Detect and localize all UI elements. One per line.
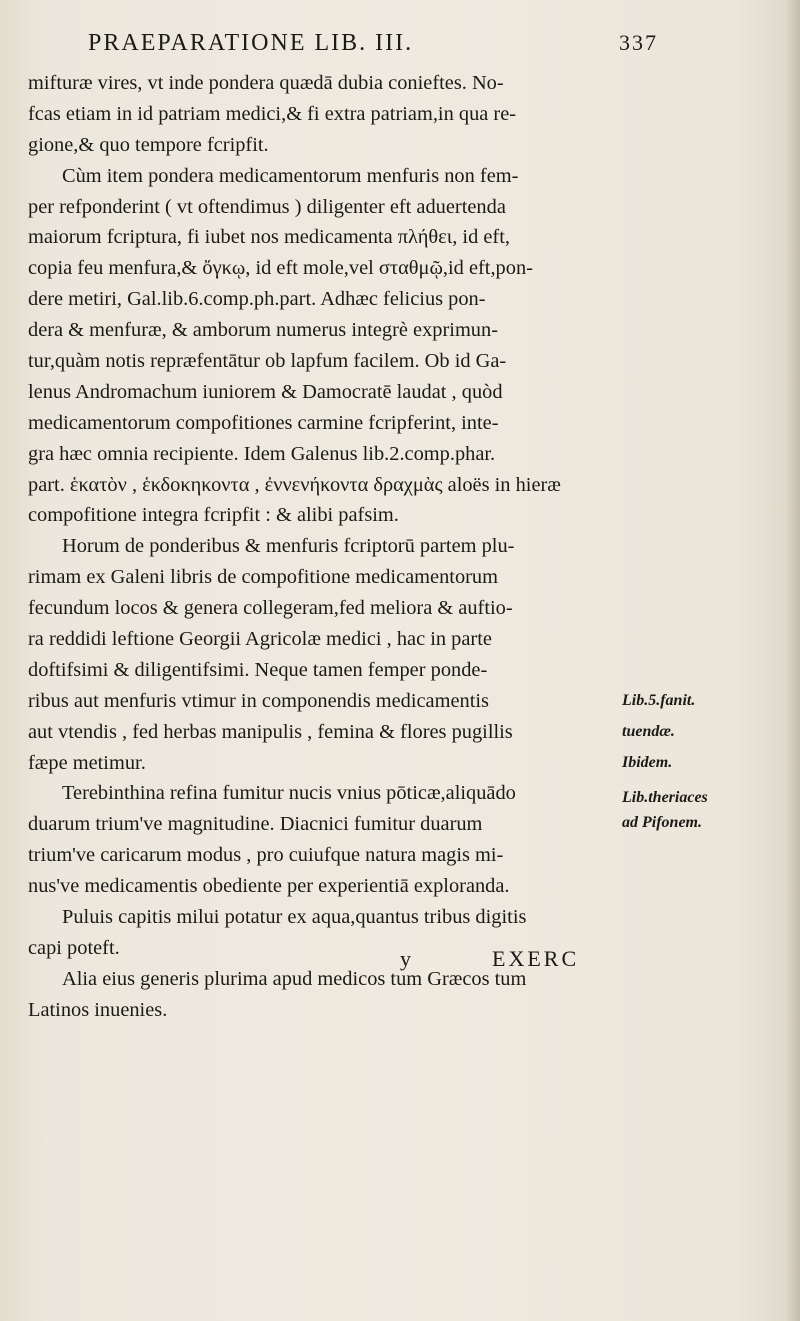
- text-line: Cùm item pondera medicamentorum menfuris non fem-: [62, 164, 519, 187]
- text-line: fecundum locos & genera collegeram,fed meliora & auftio-: [28, 597, 513, 620]
- text-line: duarum trium've magnitudine. Diacnici fumitur duarum: [28, 813, 483, 836]
- text-line: dere metiri, Gal.lib.6.comp.ph.part. Adhæc felicius pon-: [28, 288, 486, 311]
- text-line: gra hæc omnia recipiente. Idem Galenus lib.2.comp.phar.: [28, 442, 496, 465]
- text-line: Horum de ponderibus & menfuris fcriptorū partem plu-: [62, 535, 515, 558]
- margin-note: Lib.theriaces: [622, 788, 708, 806]
- text-line: per refponderint ( vt oftendimus ) diligenter eft aduertenda: [28, 195, 506, 218]
- catchword: EXERC: [492, 946, 580, 971]
- text-line: medicamentorum compofitiones carmine fcripferint, inte-: [28, 411, 499, 434]
- text-line: rimam ex Galeni libris de compofitione medicamentorum: [28, 566, 498, 589]
- text-line: mifturæ vires, vt inde pondera quædā dubia conieftes. No-: [28, 72, 504, 94]
- text-line: Alia eius generis plurima apud medicos tum Græcos tum: [62, 967, 527, 990]
- running-title: PRAEPARATIONE LIB. III.: [88, 30, 414, 56]
- text-line: doftifsimi & diligentifsimi. Neque tamen femper ponde-: [28, 658, 488, 681]
- page-header: [88, 30, 658, 62]
- text-line: Puluis capitis milui potatur ex aqua,quantus tribus digitis: [62, 906, 527, 929]
- text-line: dera & menfuræ, & amborum numerus integrè exprimun-: [28, 319, 498, 342]
- text-line: copia feu menfura,& ὄγκῳ, id eft mole,vel σταθμῷ,id eft,pon-: [28, 257, 533, 280]
- text-line: fcas etiam in id patriam medici,& fi extra patriam,in qua re-: [28, 102, 517, 125]
- text-line: ra reddidi leftione Georgii Agricolæ medici , hac in parte: [28, 628, 492, 651]
- text-line: capi poteft.: [28, 936, 120, 959]
- margin-note: Lib.5.fanit.: [622, 692, 696, 709]
- signature-mark: y: [400, 946, 411, 971]
- page-footer: [400, 946, 620, 978]
- margin-note: Ibidem.: [622, 753, 673, 771]
- text-line: tur,quàm notis repræfentātur ob lapfum facilem. Ob id Ga-: [28, 350, 507, 373]
- text-line: nus've medicamentis obediente per experientiā exploranda.: [28, 875, 510, 898]
- body-text: [28, 68, 618, 1026]
- text-line: aut vtendis , fed herbas manipulis , femina & flores pugillis: [28, 720, 513, 743]
- text-line: trium've caricarum modus , pro cuiufque natura magis mi-: [28, 844, 504, 867]
- text-line: Terebinthina refina fumitur nucis vnius pōticæ,aliquādo: [62, 782, 516, 805]
- margin-notes: [622, 686, 792, 839]
- text-line: compofitione integra fcripfit : & alibi pafsim.: [28, 504, 399, 527]
- page-edge-shadow: [786, 0, 800, 1321]
- text-line: maiorum fcriptura, fi iubet nos medicamenta πλήθει, id eft,: [28, 226, 510, 249]
- text-line: part. ἑκατὸν , ἑκδοκηκοντα , ἐννενήκοντα δραχμὰς aloës in hieræ: [28, 473, 561, 496]
- text-line: fæpe metimur.: [28, 751, 146, 774]
- margin-note: ad Pifonem.: [622, 813, 702, 831]
- text-line: gione,& quo tempore fcripfit.: [28, 133, 269, 156]
- margin-note: tuendæ.: [622, 722, 675, 740]
- text-line: lenus Andromachum iuniorem & Damocratē laudat , quòd: [28, 380, 503, 403]
- page-number: 337: [619, 30, 658, 55]
- text-line: Latinos inuenies.: [28, 998, 168, 1021]
- text-line: ribus aut menfuris vtimur in componendis medicamentis: [28, 689, 489, 712]
